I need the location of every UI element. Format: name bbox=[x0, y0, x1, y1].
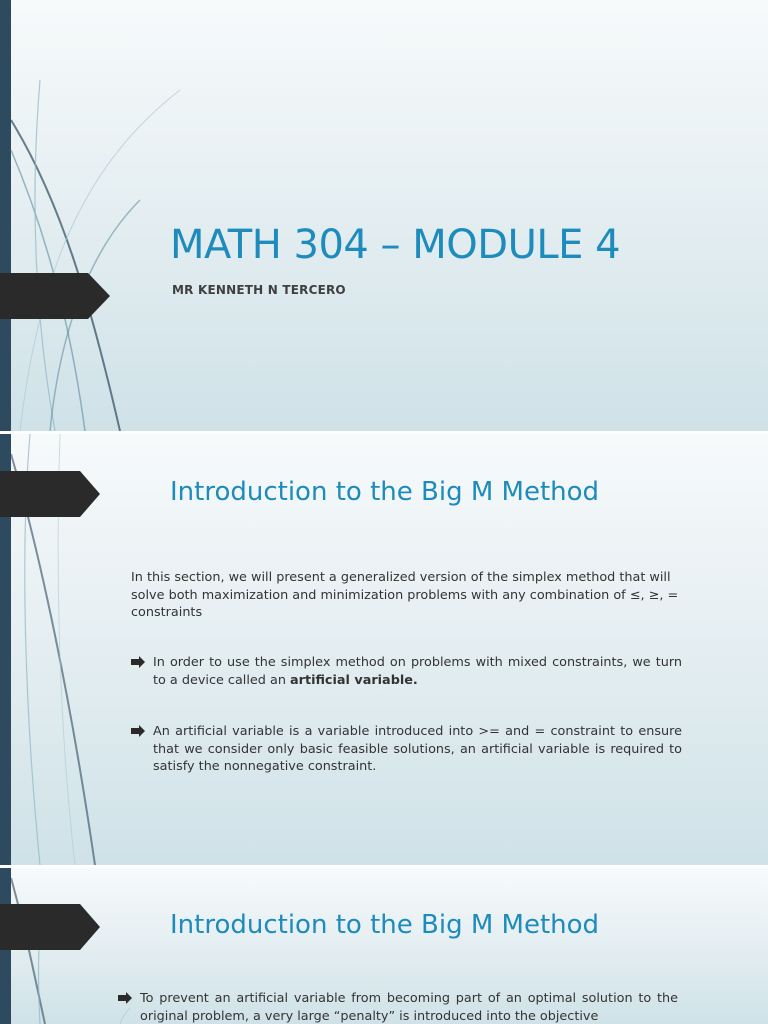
arrow-bullet-icon bbox=[131, 725, 145, 737]
bullet-list bbox=[118, 990, 678, 1024]
slide-title: Introduction to the Big M Method bbox=[170, 477, 600, 507]
slide-arrow-tab bbox=[0, 273, 110, 319]
slide-title: MATH 304 – MODULE 4 bbox=[170, 222, 621, 268]
bullet-text: To prevent an artificial variable from becoming part of an optimal solution to the original problem, a very large “penalty” is introduced into the objective bbox=[140, 991, 678, 1024]
arrow-bullet-icon bbox=[118, 992, 132, 1004]
slide-3 bbox=[0, 868, 768, 1024]
slide-subtitle: MR KENNETH N TERCERO bbox=[172, 283, 346, 297]
intro-paragraph: In this section, we will present a generalized version of the simplex method that will solve both maximization and minimization problems with any combination of ≤, ≥, = constraints bbox=[131, 570, 679, 620]
bullet-list bbox=[131, 654, 682, 776]
slide-arrow-tab bbox=[0, 904, 110, 950]
slide-2 bbox=[0, 434, 768, 865]
slide-1 bbox=[0, 0, 768, 431]
bullet-text: In order to use the simplex method on problems with mixed constraints, we turn to a device called an bbox=[153, 655, 682, 688]
slide-title: Introduction to the Big M Method bbox=[170, 910, 600, 940]
bullet-bold-text: artificial variable. bbox=[290, 672, 418, 688]
bullet-item bbox=[118, 990, 678, 1024]
bullet-item bbox=[131, 654, 682, 689]
decorative-swoosh-lines bbox=[0, 0, 768, 431]
slide-arrow-tab bbox=[0, 471, 110, 517]
arrow-bullet-icon bbox=[131, 656, 145, 668]
bullet-item bbox=[131, 723, 682, 776]
bullet-text: An artificial variable is a variable introduced into >= and = constraint to ensure that we consider only basic feasible solutions, an artificial variable is required to satisfy the nonnegative constraint. bbox=[153, 724, 682, 774]
